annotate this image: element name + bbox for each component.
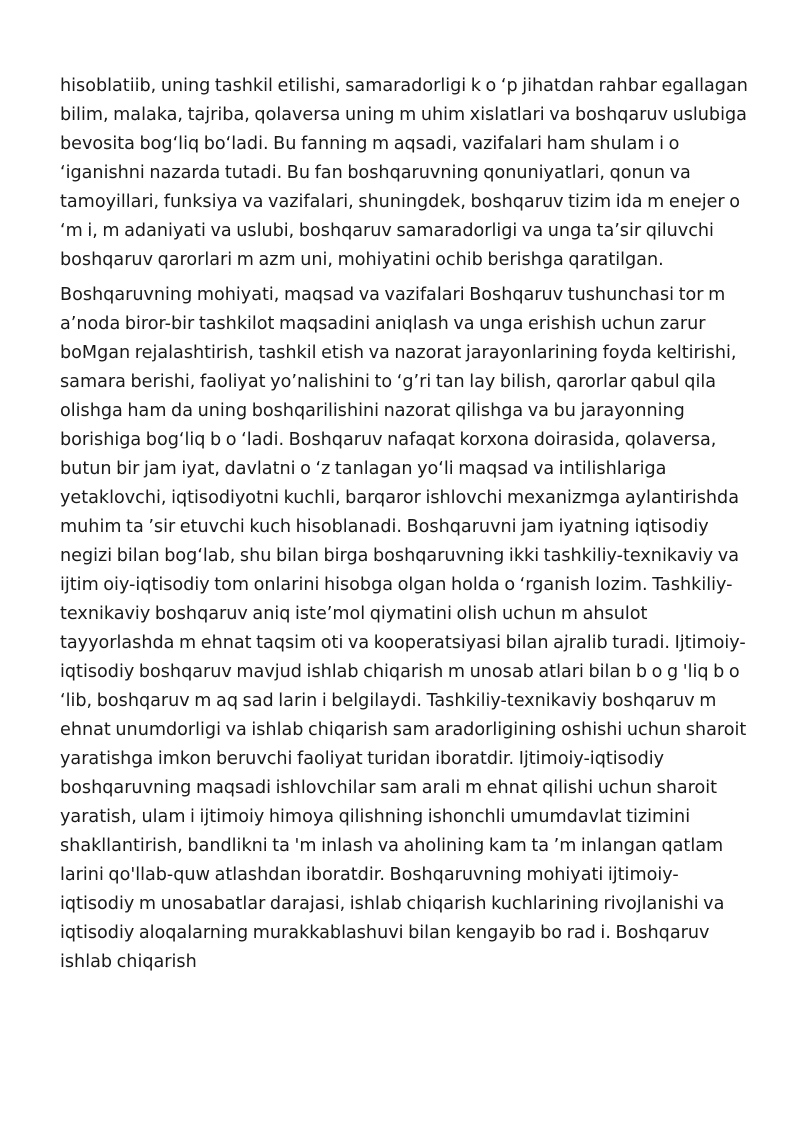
text-line: iqtisodiy boshqaruv mavjud ishlab chiqarish m unosab atlari bilan b o g 'liq b o: [60, 662, 740, 682]
text-line: hisoblatiib, uning tashkil etilishi, samaradorligi k o ‘p jihatdan rahbar egallagan: [60, 76, 748, 96]
text-line: borishiga bog‘liq b o ‘ladi. Boshqaruv nafaqat korxona doirasida, qolaversa,: [60, 430, 717, 450]
text-line: Boshqaruvning mohiyati, maqsad va vazifalari Boshqaruv tushunchasi tor m: [60, 285, 726, 305]
text-line: ehnat unumdorligi va ishlab chiqarish sam aradorligining oshishi uchun sharoit: [60, 720, 747, 740]
text-line: boshqaruvning maqsadi ishlovchilar sam arali m ehnat qilishi uchun sharoit: [60, 778, 718, 798]
text-line: ‘iganishni nazarda tutadi. Bu fan boshqaruvning qonuniyatlari, qonun va: [60, 163, 691, 183]
text-line: shakllantirish, bandlikni ta 'm inlash va aholining kam ta ’m inlangan qatlam: [60, 836, 724, 856]
text-line: larini qo'llab-quw atlashdan iboratdir. Boshqaruvning mohiyati ijtimoiy-: [60, 865, 679, 885]
text-line: boshqaruv qarorlari m azm uni, mohiyatini ochib berishga qaratilgan.: [60, 250, 664, 270]
text-line: ishlab chiqarish: [60, 952, 197, 972]
text-line: iqtisodiy m unosabatlar darajasi, ishlab chiqarish kuchlarining rivojlanishi va: [60, 894, 725, 914]
document-body: [60, 72, 750, 977]
text-line: ‘m i, m adaniyati va uslubi, boshqaruv samaradorligi va unga ta’sir qiluvchi: [60, 221, 714, 241]
text-line: samara berishi, faoliyat yo’nalishini to ‘g’ri tan lay bilish, qarorlar qabul qila: [60, 372, 717, 392]
text-line: yaratishga imkon beruvchi faoliyat turidan iboratdir. Ijtimoiy-iqtisodiy: [60, 749, 665, 769]
text-line: butun bir jam iyat, davlatni o ‘z tanlagan yo‘li maqsad va intilishlariga: [60, 459, 667, 479]
text-line: iqtisodiy aloqalarning murakkablashuvi bilan kengayib bo rad i. Boshqaruv: [60, 923, 710, 943]
text-line: bilim, malaka, tajriba, qolaversa uning m uhim xislatlari va boshqaruv uslubiga: [60, 105, 747, 125]
text-line: ‘lib, boshqaruv m aq sad larin i belgilaydi. Tashkiliy-texnikaviy boshqaruv m: [60, 691, 717, 711]
paragraph-1: [60, 72, 750, 275]
text-line: a’noda biror-bir tashkilot maqsadini aniqlash va unga erishish uchun zarur: [60, 314, 706, 334]
paragraph-2: [60, 281, 750, 977]
text-line: olishga ham da uning boshqarilishini nazorat qilishga va bu jarayonning: [60, 401, 685, 421]
text-line: tayyorlashda m ehnat taqsim oti va kooperatsiyasi bilan ajralib turadi. Ijtimoiy-: [60, 633, 746, 653]
text-line: texnikaviy boshqaruv aniq iste’mol qiymatini olish uchun m ahsulot: [60, 604, 648, 624]
text-line: muhim ta ’sir etuvchi kuch hisoblanadi. Boshqaruvni jam iyatning iqtisodiy: [60, 517, 709, 537]
text-line: negizi bilan bog‘lab, shu bilan birga boshqaruvning ikki tashkiliy-texnikaviy va: [60, 546, 739, 566]
text-line: boMgan rejalashtirish, tashkil etish va nazorat jarayonlarining foyda keltirishi,: [60, 343, 737, 363]
text-line: bevosita bog‘liq bo‘ladi. Bu fanning m aqsadi, vazifalari ham shulam i o: [60, 134, 680, 154]
text-line: yetaklovchi, iqtisodiyotni kuchli, barqaror ishlovchi mexanizmga aylantirishda: [60, 488, 740, 508]
text-line: tamoyillari, funksiya va vazifalari, shuningdek, boshqaruv tizim ida m enejer o: [60, 192, 741, 212]
text-line: ijtim oiy-iqtisodiy tom onlarini hisobga olgan holda o ‘rganish lozim. Tashkiliy-: [60, 575, 733, 595]
text-line: yaratish, ulam i ijtimoiy himoya qilishning ishonchli umumdavlat tizimini: [60, 807, 691, 827]
